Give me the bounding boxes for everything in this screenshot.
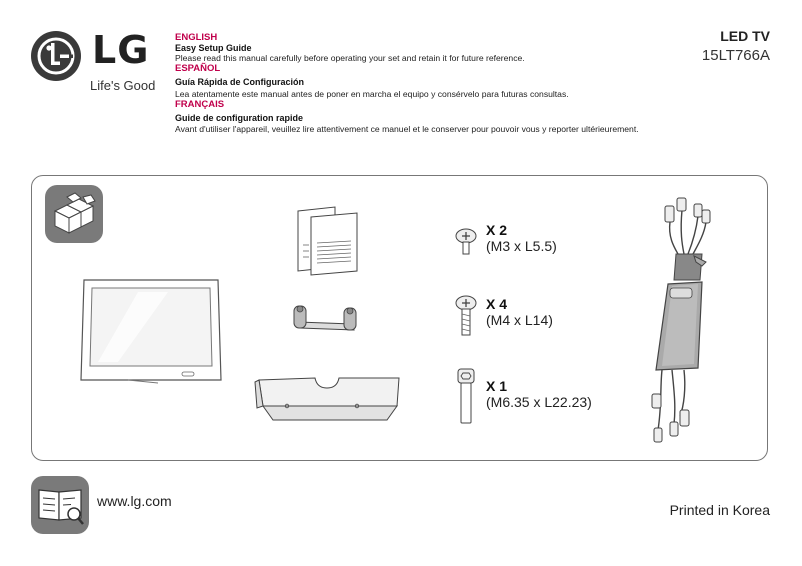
tv-illustration-icon xyxy=(78,276,224,388)
guide-title: Guía Rápida de Configuración xyxy=(175,77,305,87)
screw-quantity: X 4 xyxy=(486,296,508,312)
guide-description: Avant d'utiliser l'appareil, veuillez lire attentivement ce manuel et le conserver pour pouvoir vous y reporter ultérieurement. xyxy=(175,124,639,134)
manuals-icon xyxy=(295,205,361,277)
guide-description: Lea atentamente este manual antes de poner en marcha el equipo y consérvelo para futuras consultas. xyxy=(175,89,569,99)
screw-size: (M3 x L5.5) xyxy=(486,238,557,254)
product-type: LED TV xyxy=(720,28,770,44)
printed-in-note: Printed in Korea xyxy=(669,502,770,518)
screw-quantity: X 2 xyxy=(486,222,508,238)
screw-spec-long xyxy=(486,378,592,410)
brand-tagline: Life's Good xyxy=(90,78,156,93)
guide-description: Please read this manual carefully before operating your set and retain it for future reference. xyxy=(175,53,525,63)
package-contents-icon xyxy=(45,185,103,243)
screw-quantity: X 1 xyxy=(486,378,508,394)
stand-base-icon xyxy=(253,372,403,428)
guide-title: Guide de configuration rapide xyxy=(175,113,304,123)
screw-long-icon xyxy=(454,367,478,427)
lg-logo-icon xyxy=(30,30,82,82)
screw-spec-short xyxy=(486,222,557,254)
bracket-icon xyxy=(288,300,364,340)
language-block-english xyxy=(175,32,715,63)
language-block-french xyxy=(175,99,715,134)
screw-medium-icon xyxy=(454,294,478,338)
language-blocks xyxy=(175,32,715,134)
website-link[interactable]: www.lg.com xyxy=(97,493,172,509)
screw-short-icon xyxy=(454,226,478,258)
manual-book-icon xyxy=(31,476,89,534)
brand-name: LG xyxy=(92,28,150,72)
power-adapter-cable-icon xyxy=(640,192,720,454)
language-name: ENGLISH xyxy=(175,32,218,43)
screw-size: (M6.35 x L22.23) xyxy=(486,394,592,410)
language-block-spanish xyxy=(175,63,715,99)
guide-title: Easy Setup Guide xyxy=(175,43,252,53)
language-name: FRANÇAIS xyxy=(175,99,225,110)
model-number: 15LT766A xyxy=(701,47,770,64)
screw-size: (M4 x L14) xyxy=(486,312,553,328)
language-name: ESPAÑOL xyxy=(175,63,221,74)
screw-spec-medium xyxy=(486,296,553,328)
